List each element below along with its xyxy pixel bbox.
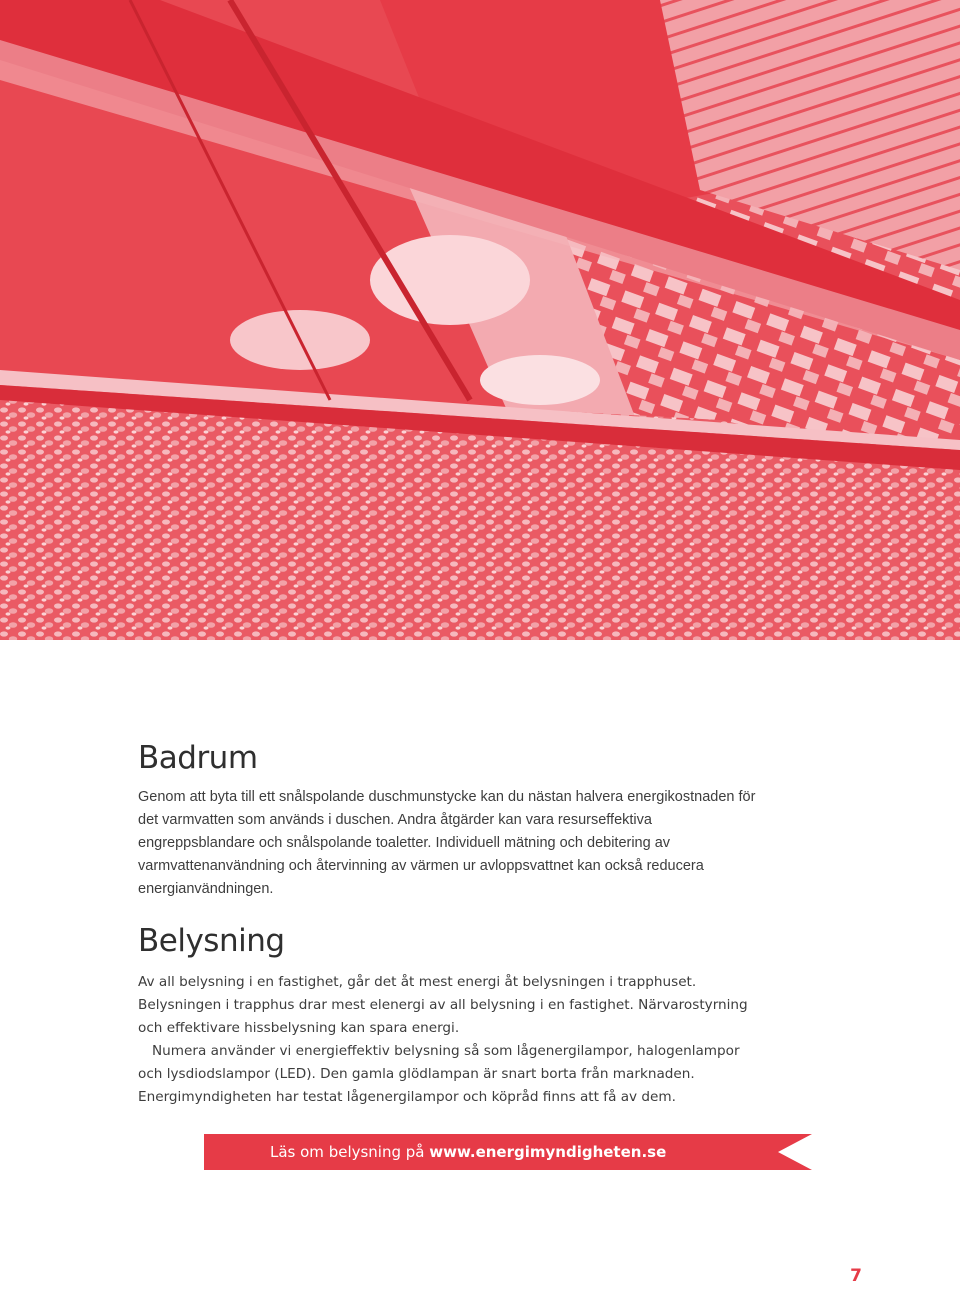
page-number: 7 [850, 1266, 862, 1286]
hero-image [0, 0, 960, 640]
energimyndigheten-link[interactable]: www.energimyndigheten.se [429, 1143, 667, 1161]
section-heading-badrum: Badrum [138, 740, 258, 776]
banner-text [270, 1134, 666, 1170]
section-heading-belysning: Belysning [138, 923, 285, 959]
article-body [138, 740, 758, 1109]
building-facade-illustration [0, 0, 960, 640]
paragraph-belysning-2: Numera använder vi energieffektiv belysning så som lågenergilampor, halogenlampor och lysdiodslampor (LED). Den gamla glödlampan är snart borta från marknaden. Energimyndigheten har testat lågenergilampor och köpråd finns att få av dem. [138, 1043, 740, 1105]
paragraph-badrum: Genom att byta till ett snålspolande duschmunstycke kan du nästan halvera energikostnaden för det varmvatten som används i duschen. Andra åtgärder kan vara resurseffektiva engreppsblandare och snålspolande toaletter. Individuell mätning och debitering av varmvattenanvändning och återvinning av värmen ur avloppsvattnet kan också reducera energianvändningen. [138, 789, 756, 897]
banner-prefix: Läs om belysning på [270, 1143, 430, 1161]
info-banner [204, 1134, 812, 1170]
paragraph-belysning-1: Av all belysning i en fastighet, går det åt mest energi åt belysningen i trapphuset. Belysningen i trapphus drar mest elenergi av all belysning i en fastighet. Närvarostyrning och effektivare hissbelysning kan spara energi. [138, 974, 748, 1036]
